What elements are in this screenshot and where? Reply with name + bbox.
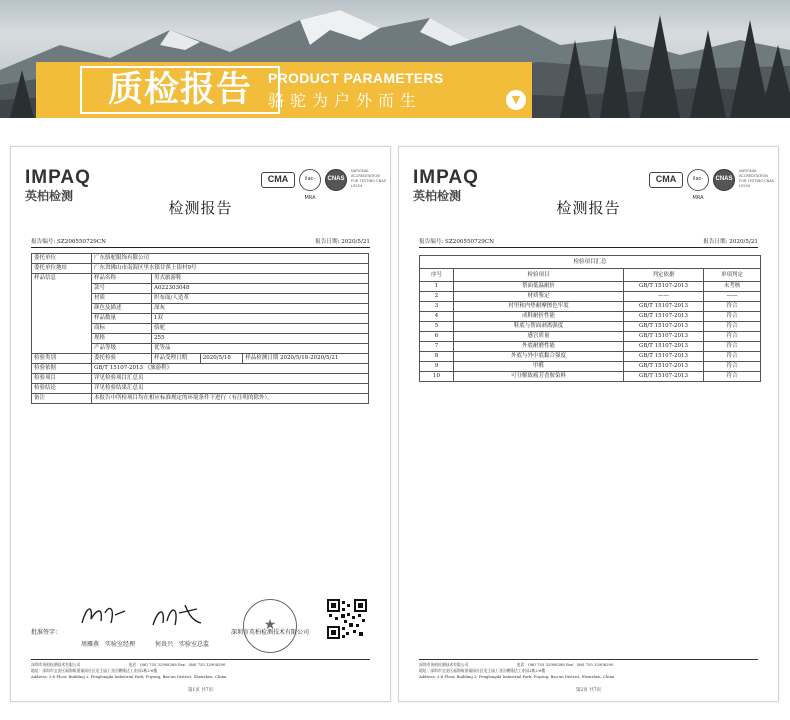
table-row — [420, 322, 761, 332]
cell-basis: GB/T 15107-2013 — [624, 282, 704, 292]
test-period-value: 2020/5/18-2020/5/21 — [280, 355, 339, 361]
title-panel — [36, 62, 532, 118]
address-value: 广东省佛山市南海区里水镇甘蕉上街村9号 — [92, 264, 369, 274]
cell-result: 符合 — [704, 352, 761, 362]
received-date-value: 2020/5/18 — [200, 354, 243, 364]
company-name: 深圳市英柏检测技术有限公司 — [231, 629, 310, 636]
sample-field-key: 材质 — [92, 294, 152, 304]
cell-no: 1 — [420, 282, 454, 292]
cnas-logo: CNAS — [325, 169, 347, 191]
sample-field-key: 款号 — [92, 284, 152, 294]
cell-item: 帮面低温耐折 — [454, 282, 624, 292]
sample-field-value: 255 — [152, 334, 369, 344]
table-row — [420, 362, 761, 372]
ilac-logo: ilac-MRA — [299, 169, 321, 191]
inspection-type-value: 委托检验 — [92, 354, 152, 364]
reviewer-signature — [149, 601, 207, 631]
cell-no: 7 — [420, 342, 454, 352]
table-row — [32, 394, 369, 404]
cma-logo: CMA — [649, 172, 683, 188]
footer-divider — [419, 659, 758, 660]
cma-logo: CMA — [261, 172, 295, 188]
accreditation-note: NATIONAL ACCREDITATION FOR TESTING CNAS L9254 — [739, 169, 775, 188]
page-number: 第1页 共7页 — [187, 688, 214, 693]
column-header: 单项判定 — [704, 269, 761, 282]
table-row — [420, 352, 761, 362]
sample-field-key: 样品数量 — [92, 314, 152, 324]
table-caption: 检验项目汇总 — [420, 256, 761, 269]
remark-value: 本报告中所检项目均在相应标准规定的环境条件下进行（有注明的除外）。 — [92, 394, 369, 404]
cell-item: 材质鉴定 — [454, 292, 624, 302]
sample-field-key: 产品等级 — [92, 344, 152, 354]
approver-name: 周雁燕 — [81, 641, 100, 648]
sample-field-key: 商标 — [92, 324, 152, 334]
approver-signature — [79, 601, 129, 631]
cell-result: 符合 — [704, 342, 761, 352]
cell-result: 未考核 — [704, 282, 761, 292]
sample-field-value: 深灰 — [152, 304, 369, 314]
sample-field-value: 织布面/人造革 — [152, 294, 369, 304]
cell-item: 感官质量 — [454, 332, 624, 342]
table-row — [32, 264, 369, 274]
basis-value: GB/T 15107-2013 《旅游鞋》 — [92, 364, 369, 374]
cell-no: 10 — [420, 372, 454, 382]
test-period-cell — [243, 354, 369, 364]
inspection-type-label: 检验类别 — [32, 354, 92, 364]
cell-item: 衬里和内垫耐摩擦色牢度 — [454, 302, 624, 312]
qr-code — [327, 599, 367, 639]
test-summary-table — [419, 255, 761, 382]
chevron-down-icon: ▼ — [506, 90, 526, 110]
page-number: 第2页 共7页 — [575, 688, 602, 693]
remark-label: 备注 — [32, 394, 92, 404]
table-row — [420, 302, 761, 312]
basis-label: 检验依据 — [32, 364, 92, 374]
column-header: 序号 — [420, 269, 454, 282]
cell-no: 3 — [420, 302, 454, 312]
header-divider — [419, 247, 758, 248]
cell-result: 符合 — [704, 372, 761, 382]
table-row — [32, 364, 369, 374]
footer-divider — [31, 659, 370, 660]
footer-address: 地址：深圳市宝安区福海街道福园社区龙王庙工业区鹏隆达工业园2栋2-6楼 — [419, 668, 546, 673]
sample-field-value: 男式旅游鞋 — [152, 274, 369, 284]
test-period-label: 样品检测日期 — [245, 355, 279, 361]
signature-area — [31, 599, 371, 655]
table-row — [32, 254, 369, 264]
sample-field-value: 骆驼 — [152, 324, 369, 334]
received-date-label: 样品受理日期 — [152, 354, 201, 364]
ilac-logo: ilac-MRA — [687, 169, 709, 191]
cell-result: 符合 — [704, 302, 761, 312]
client-value: 广东骆驼服饰有限公司 — [92, 254, 369, 264]
footer-company: 深圳市英柏检测技术有限公司 — [419, 662, 469, 667]
items-label: 检验项目 — [32, 374, 92, 384]
cell-basis: GB/T 15107-2013 — [624, 332, 704, 342]
cell-basis: GB/T 15107-2013 — [624, 312, 704, 322]
footer-phone: 电话：(86) 755 32908288 Fax：(86) 755 32908290 — [128, 662, 226, 667]
column-header: 判定依据 — [624, 269, 704, 282]
sample-field-key: 样品名称 — [92, 274, 152, 284]
report-page-1 — [10, 146, 391, 702]
reviewer-name: 何贵兴 — [155, 641, 174, 648]
brand-cn: 英柏检测 — [25, 189, 74, 203]
report-info-table — [31, 253, 369, 404]
cell-basis: GB/T 15107-2013 — [624, 302, 704, 312]
header-divider — [31, 247, 370, 248]
cell-item: 外底耐磨性能 — [454, 342, 624, 352]
brand-en: IMPAQ — [25, 167, 91, 188]
cell-basis: GB/T 15107-2013 — [624, 322, 704, 332]
conclusion-value: 详见检验结果汇总页 — [92, 384, 369, 394]
cell-basis: GB/T 15107-2013 — [624, 342, 704, 352]
cnas-logo: CNAS — [713, 169, 735, 191]
table-row — [32, 384, 369, 394]
brand-cn: 英柏检测 — [413, 189, 462, 203]
cell-item: 鞋底与帮面剥离强度 — [454, 322, 624, 332]
cell-item: 甲醛 — [454, 362, 624, 372]
cell-result: —— — [704, 292, 761, 302]
cell-no: 2 — [420, 292, 454, 302]
certification-logos — [261, 169, 387, 201]
cell-result: 符合 — [704, 312, 761, 322]
cell-no: 6 — [420, 332, 454, 342]
certification-logos — [649, 169, 775, 201]
brand-en: IMPAQ — [413, 167, 479, 188]
document-title: 检测报告 — [556, 199, 621, 217]
table-row — [420, 292, 761, 302]
column-header: 检验项目 — [454, 269, 624, 282]
cell-basis: GB/T 15107-2013 — [624, 352, 704, 362]
approver-label: 批准签字： — [31, 629, 62, 636]
header-banner — [0, 0, 790, 118]
items-value: 详见检验项目汇总页 — [92, 374, 369, 384]
table-caption-row — [420, 256, 761, 269]
company-seal: ★ — [243, 599, 297, 653]
section-subtitle: 骆驼为户外而生 — [268, 91, 423, 110]
cell-basis: GB/T 15107-2013 — [624, 362, 704, 372]
report-meta — [31, 237, 370, 247]
report-page-2 — [398, 146, 779, 702]
table-row — [32, 354, 369, 364]
accreditation-note: NATIONAL ACCREDITATION FOR TESTING CNAS L9254 — [351, 169, 387, 188]
sample-field-value: A022303048 — [152, 284, 369, 294]
report-number: 报告编号: SZ200550729CN — [31, 239, 106, 245]
report-date: 报告日期: 2020/5/21 — [703, 239, 758, 245]
report-meta — [419, 237, 758, 247]
cell-no: 4 — [420, 312, 454, 322]
cell-item: 成鞋耐折性能 — [454, 312, 624, 322]
cell-basis: —— — [624, 292, 704, 302]
table-row — [420, 282, 761, 292]
cell-no: 9 — [420, 362, 454, 372]
sample-info-label: 样品信息 — [32, 274, 92, 354]
table-row — [420, 372, 761, 382]
approver-title: 实验室经理 — [105, 641, 136, 648]
footer-company: 深圳市英柏检测技术有限公司 — [31, 662, 81, 667]
report-date: 报告日期: 2020/5/21 — [315, 239, 370, 245]
table-row — [420, 312, 761, 322]
footer-address-en: Address: 2-6 Floor, Building 2, Penglongda Industrial Park, Fuyong, Bao'an District, Shenzhen, China — [419, 674, 615, 679]
cell-no: 8 — [420, 352, 454, 362]
section-title: 质检报告 — [80, 66, 280, 114]
section-title-en: PRODUCT PARAMETERS — [268, 70, 444, 86]
table-header-row — [420, 269, 761, 282]
cell-no: 5 — [420, 322, 454, 332]
address-label: 委托单位地址 — [32, 264, 92, 274]
reviewer-title: 实验室总监 — [179, 641, 210, 648]
cell-item: 可分解致癌芳香胺染料 — [454, 372, 624, 382]
table-row — [32, 274, 369, 284]
document-title: 检测报告 — [168, 199, 233, 217]
table-row — [32, 374, 369, 384]
report-number: 报告编号: SZ200550729CN — [419, 239, 494, 245]
cell-result: 符合 — [704, 362, 761, 372]
footer-address-en: Address: 2-6 Floor, Building 2, Penglongda Industrial Park, Fuyong, Bao'an District, Shenzhen, China — [31, 674, 227, 679]
cell-result: 符合 — [704, 322, 761, 332]
footer-phone: 电话：(86) 755 32908288 Fax：(86) 755 32908290 — [516, 662, 614, 667]
cell-result: 符合 — [704, 332, 761, 342]
sample-field-key: 颜色及描述 — [92, 304, 152, 314]
client-label: 委托单位 — [32, 254, 92, 264]
sample-field-value: 优等品 — [152, 344, 369, 354]
footer-address: 地址：深圳市宝安区福海街道福园社区龙王庙工业区鹏隆达工业园2栋2-6楼 — [31, 668, 158, 673]
table-row — [420, 332, 761, 342]
sample-field-key: 规格 — [92, 334, 152, 344]
table-row — [420, 342, 761, 352]
cell-item: 外底与外中底黏合强度 — [454, 352, 624, 362]
sample-field-value: 1双 — [152, 314, 369, 324]
conclusion-label: 检验结论 — [32, 384, 92, 394]
cell-basis: GB/T 15107-2013 — [624, 372, 704, 382]
